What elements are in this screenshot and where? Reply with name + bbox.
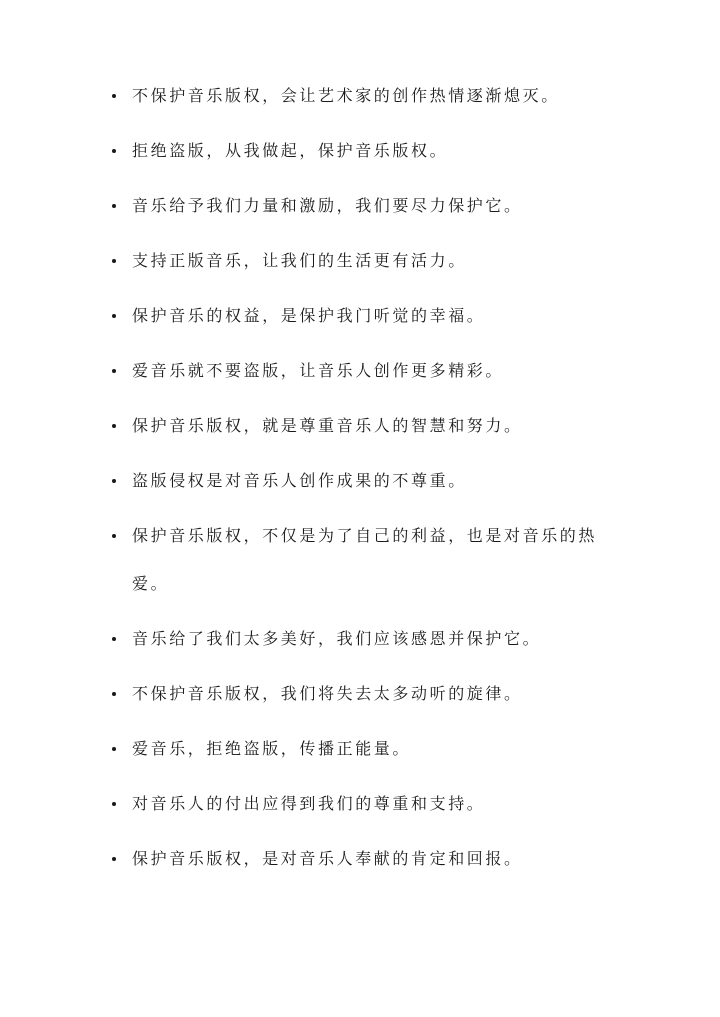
list-item [112,412,632,440]
bullet-icon [112,534,116,538]
bullet-icon [112,692,116,696]
bullet-icon [112,802,116,806]
list-item-text: 音乐给予我们力量和激励，我们要尽力保护它。 [132,196,523,215]
list-item [112,790,632,818]
list-item [112,845,632,873]
slogan-list [112,82,632,900]
list-item-text: 保护音乐版权，不仅是为了自己的利益，也是对音乐的热爱。 [132,526,598,593]
bullet-icon [112,94,116,98]
list-item [112,192,632,220]
list-item [112,512,632,608]
bullet-icon [112,259,116,263]
bullet-icon [112,747,116,751]
list-item [112,467,632,495]
bullet-icon [112,314,116,318]
bullet-icon [112,857,116,861]
list-item [112,735,632,763]
bullet-icon [112,204,116,208]
list-item [112,302,632,330]
bullet-icon [112,424,116,428]
list-item-text: 不保护音乐版权，我们将失去太多动听的旋律。 [132,684,523,703]
list-item-text: 音乐给了我们太多美好，我们应该感恩并保护它。 [132,629,542,648]
list-item-text: 保护音乐版权，是对音乐人奉献的肯定和回报。 [132,849,523,868]
list-item-text: 保护音乐版权，就是尊重音乐人的智慧和努力。 [132,416,523,435]
list-item [112,625,632,653]
list-item [112,680,632,708]
list-item-text: 拒绝盗版，从我做起，保护音乐版权。 [132,141,449,160]
list-item-text: 不保护音乐版权，会让艺术家的创作热情逐渐熄灭。 [132,86,560,105]
list-item-text: 爱音乐，拒绝盗版，传播正能量。 [132,739,412,758]
bullet-icon [112,479,116,483]
bullet-icon [112,637,116,641]
list-item [112,137,632,165]
list-item-text: 爱音乐就不要盗版，让音乐人创作更多精彩。 [132,361,505,380]
list-item-text: 对音乐人的付出应得到我们的尊重和支持。 [132,794,486,813]
list-item-text: 盗版侵权是对音乐人创作成果的不尊重。 [132,471,467,490]
list-item-text: 支持正版音乐，让我们的生活更有活力。 [132,251,467,270]
list-item [112,357,632,385]
bullet-icon [112,369,116,373]
list-item-text: 保护音乐的权益，是保护我门听觉的幸福。 [132,306,486,325]
list-item [112,82,632,110]
list-item [112,247,632,275]
bullet-icon [112,149,116,153]
